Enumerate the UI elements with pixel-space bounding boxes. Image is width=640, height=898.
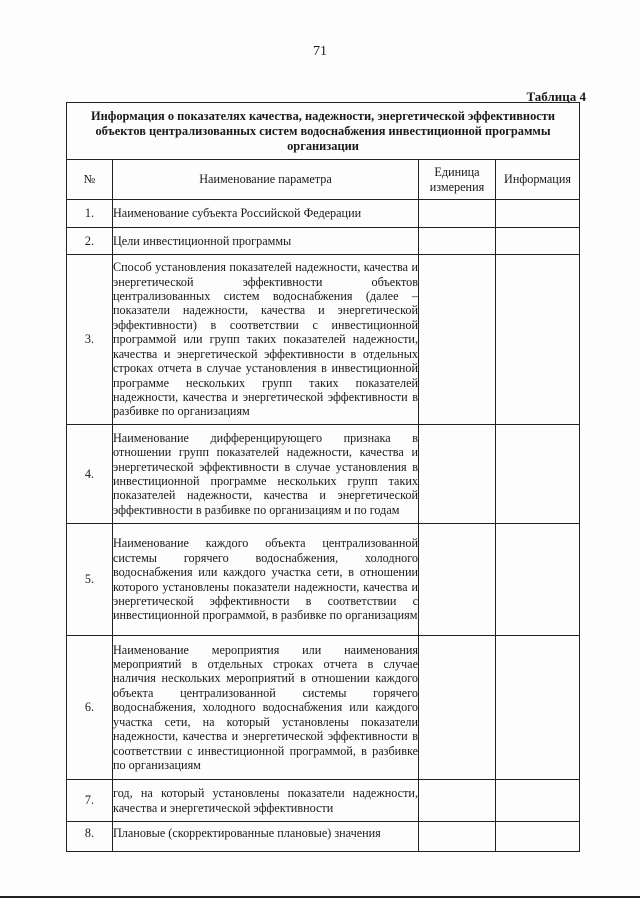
- table-row: [67, 822, 580, 852]
- table-label: Таблица 4: [526, 89, 586, 104]
- row-info-cell: [496, 780, 580, 822]
- header-param: Наименование параметра: [113, 160, 419, 200]
- row-number: 5.: [67, 524, 113, 636]
- row-number: 7.: [67, 780, 113, 822]
- table-row: [67, 425, 580, 524]
- row-info-cell: [496, 636, 580, 780]
- header-info: Информация: [496, 160, 580, 200]
- table-row: [67, 255, 580, 425]
- row-unit-cell: [419, 425, 496, 524]
- row-unit-cell: [419, 255, 496, 425]
- table-row: [67, 524, 580, 636]
- page-number: 71: [313, 44, 327, 59]
- row-unit-cell: [419, 228, 496, 255]
- row-unit-cell: [419, 636, 496, 780]
- row-unit-cell: [419, 822, 496, 852]
- header-num: №: [67, 160, 113, 200]
- row-param: год, на который установлены показатели надежности, качества и энергетической эффективности: [113, 780, 419, 822]
- row-number: 4.: [67, 425, 113, 524]
- row-unit-cell: [419, 780, 496, 822]
- row-param: Цели инвестиционной программы: [113, 228, 419, 255]
- row-param: Способ установления показателей надежности, качества и энергетической эффективности объектов централизованных систем водоснабжения (далее – показатели надежности, качества и энергетической эффективности) в соответствии с инвестиционной программой или групп таких показателей надежности, качества и энергетической эффективности в отдельных строках отчета в случае установления в инвестиционной программе нескольких групп таких показателей надежности, качества и энергетической эффективности в разбивке по организациям: [113, 255, 419, 425]
- row-info-cell: [496, 425, 580, 524]
- row-number: 1.: [67, 200, 113, 228]
- header-unit: Единица измерения: [419, 160, 496, 200]
- row-number: 8.: [67, 822, 113, 852]
- row-param: Наименование каждого объекта централизованной системы горячего водоснабжения, холодного водоснабжения или каждого участка сети, в отношении которого установлены показатели надежности, качества и энергетической эффективности в соответствии с инвестиционной программой, в разбивке по организациям: [113, 524, 419, 636]
- table-title: Информация о показателях качества, надежности, энергетической эффективности объектов централизованных систем водоснабжения инвестиционной программы организации: [67, 103, 580, 160]
- table-row: [67, 636, 580, 780]
- row-param: Плановые (скорректированные плановые) значения: [113, 822, 419, 852]
- row-info-cell: [496, 524, 580, 636]
- row-param: Наименование мероприятия или наименования мероприятий в отдельных строках отчета в случае наличия нескольких мероприятий в отношении каждого объекта централизованной системы горячего водоснабжения, холодного водоснабжения или каждого участка сети, на который установлены показатели надежности, качества и энергетической эффективности в соответствии с инвестиционной программой, в разбивке по организациям: [113, 636, 419, 780]
- row-param: Наименование субъекта Российской Федерации: [113, 200, 419, 228]
- row-number: 2.: [67, 228, 113, 255]
- table-row: [67, 780, 580, 822]
- row-info-cell: [496, 228, 580, 255]
- row-param: Наименование дифференцирующего признака в отношении групп показателей надежности, качества и энергетической эффективности в случае установления в инвестиционной программе нескольких групп таких показателей надежности, качества и энергетической эффективности в разбивке по организациям и по годам: [113, 425, 419, 524]
- table-row: [67, 200, 580, 228]
- row-number: 6.: [67, 636, 113, 780]
- row-info-cell: [496, 200, 580, 228]
- table-row: [67, 228, 580, 255]
- row-info-cell: [496, 255, 580, 425]
- row-unit-cell: [419, 524, 496, 636]
- row-unit-cell: [419, 200, 496, 228]
- info-table: [66, 102, 580, 852]
- row-info-cell: [496, 822, 580, 852]
- row-number: 3.: [67, 255, 113, 425]
